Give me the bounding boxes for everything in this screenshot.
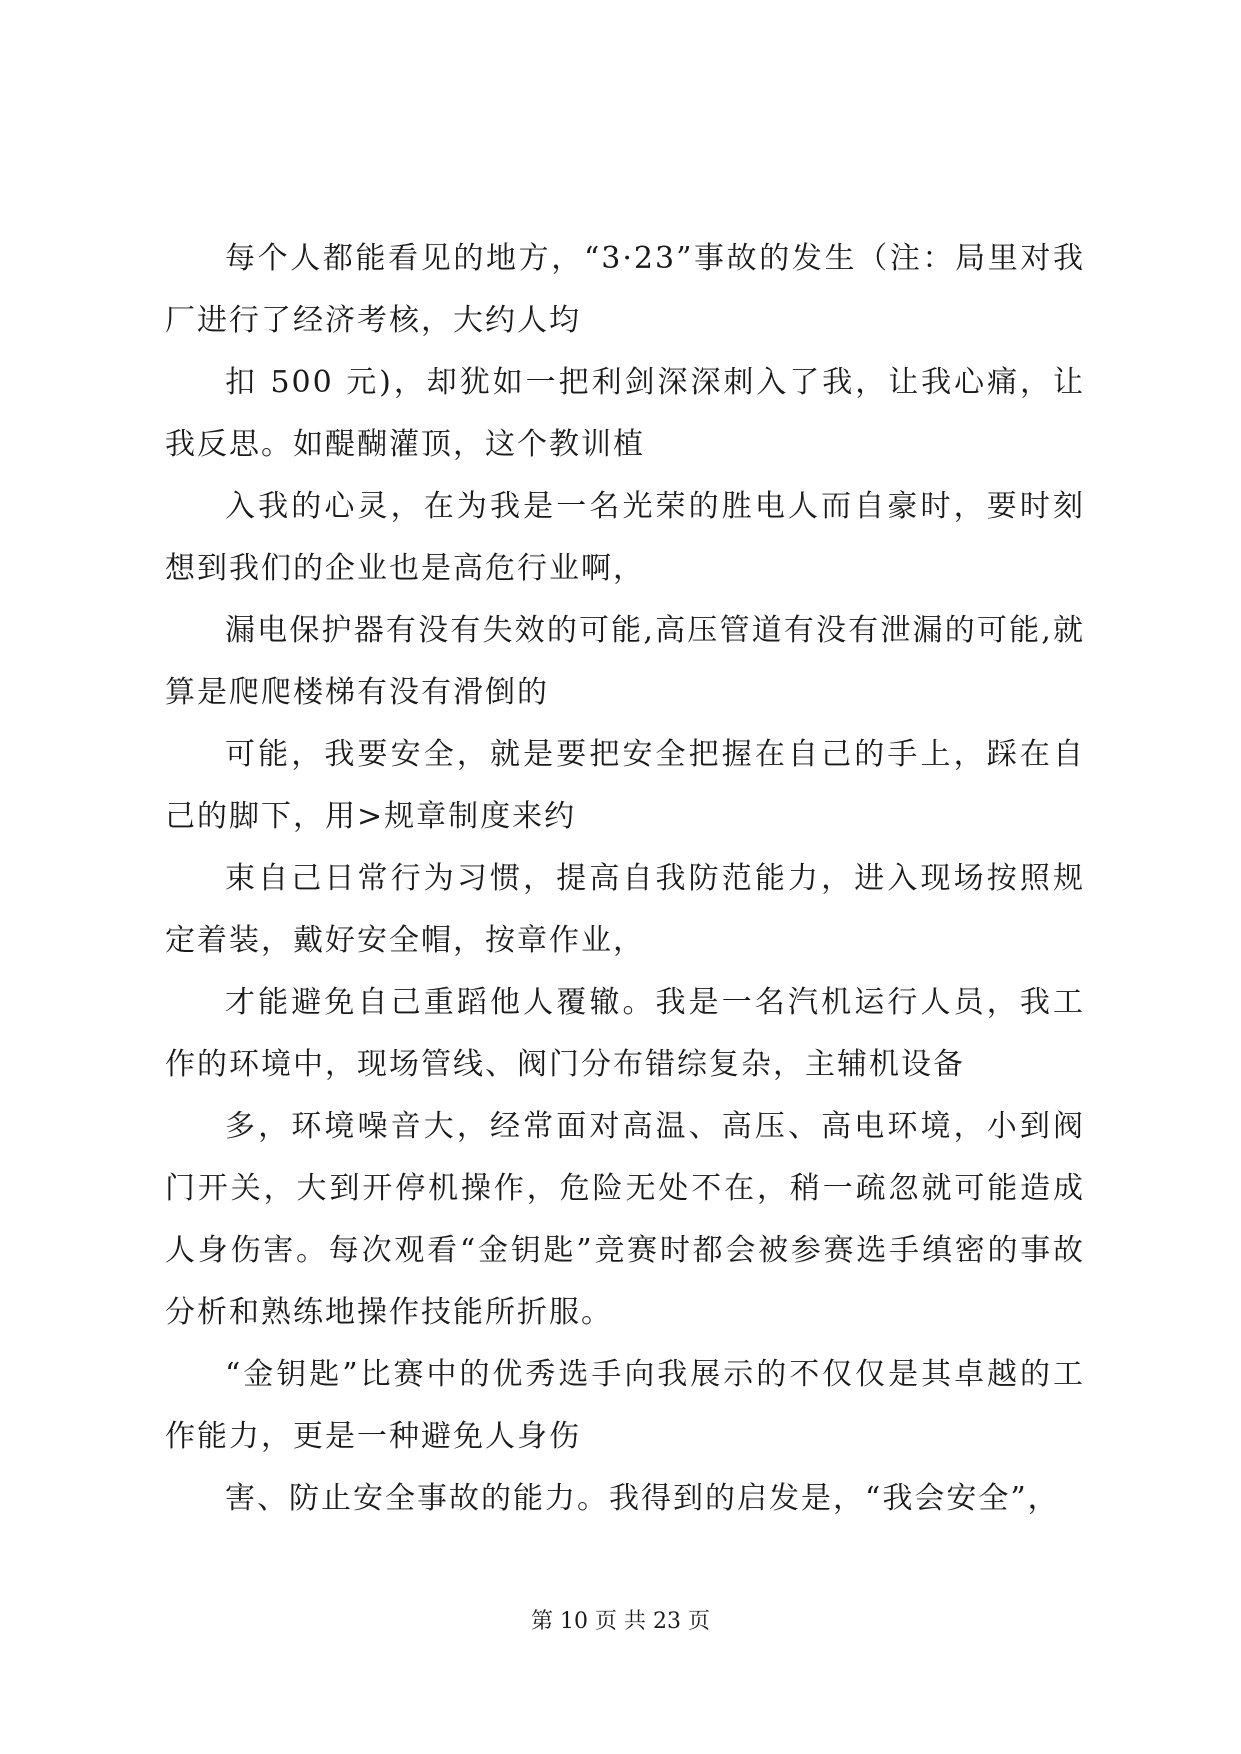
paragraph: “金钥匙”比赛中的优秀选手向我展示的不仅仅是其卓越的工作能力，更是一种避免人身伤 <box>165 1357 1085 1454</box>
page-number-footer: 第 10 页 共 23 页 <box>531 1609 710 1634</box>
paragraph: 漏电保护器有没有失效的可能,高压管道有没有泄漏的可能,就算是爬爬楼梯有没有滑倒的 <box>165 613 1085 710</box>
paragraph: 束自己日常行为习惯，提高自我防范能力，进入现场按照规定着装，戴好安全帽，按章作业， <box>165 861 1085 958</box>
paragraph: 才能避免自己重蹈他人覆辙。我是一名汽机运行人员，我工作的环境中，现场管线、阀门分布错综复杂，主辅机设备 <box>165 985 1085 1082</box>
paragraph: 可能，我要安全，就是要把安全把握在自己的手上，踩在自己的脚下，用>规章制度来约 <box>165 737 1085 834</box>
paragraph: 害、防止安全事故的能力。我得到的启发是，“我会安全”， <box>225 1481 1060 1516</box>
document-body <box>165 228 1085 1530</box>
paragraph: 多，环境噪音大，经常面对高温、高压、高电环境，小到阀门开关，大到开停机操作，危险无处不在，稍一疏忽就可能造成人身伤害。每次观看“金钥匙”竞赛时都会被参赛选手缜密的事故分析和熟练地操作技能所折服。 <box>165 1109 1085 1330</box>
paragraph: 入我的心灵，在为我是一名光荣的胜电人而自豪时，要时刻想到我们的企业也是高危行业啊， <box>165 489 1085 586</box>
paragraph: 每个人都能看见的地方，“3·23”事故的发生（注：局里对我厂进行了经济考核，大约人均 <box>165 241 1085 338</box>
paragraph: 扣 500 元)，却犹如一把利剑深深刺入了我，让我心痛，让我反思。如醍醐灌顶，这个教训植 <box>165 365 1085 462</box>
